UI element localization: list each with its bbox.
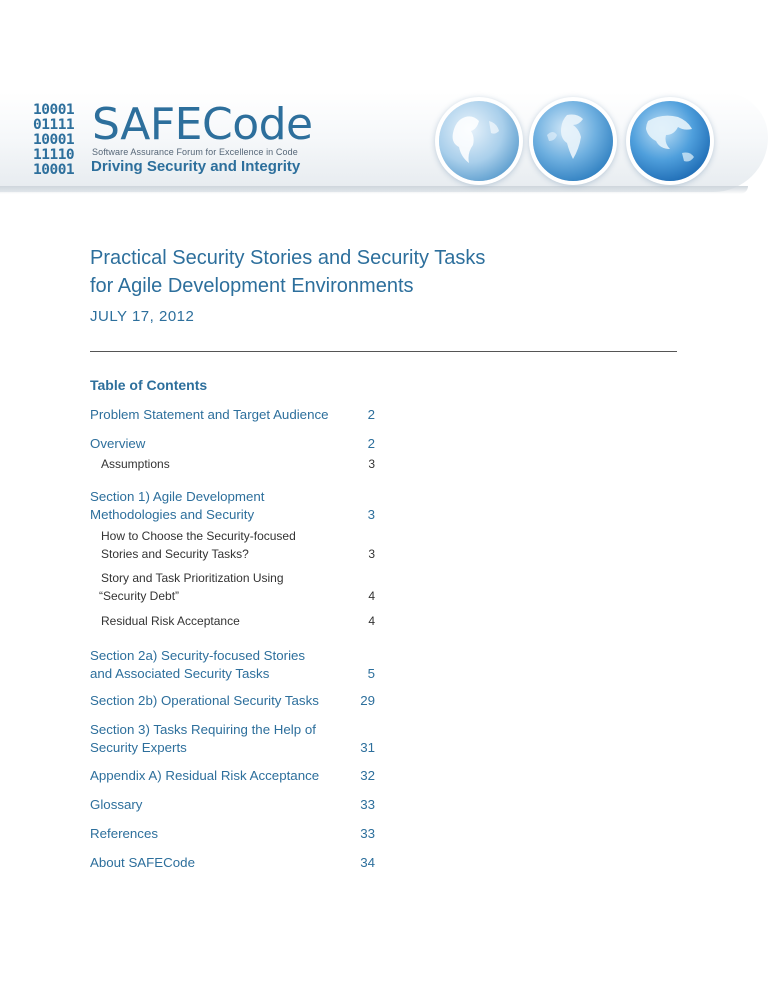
toc-entry-page: 4 bbox=[368, 589, 375, 603]
toc-entry-page: 4 bbox=[368, 614, 375, 628]
toc-entry-page: 31 bbox=[360, 740, 375, 755]
toc-entry[interactable] bbox=[90, 488, 375, 524]
toc-entry-page: 3 bbox=[368, 457, 375, 471]
logo-slogan: Driving Security and Integrity bbox=[91, 158, 301, 175]
toc-entry-page: 2 bbox=[367, 407, 375, 422]
toc-entry-label: Story and Task Prioritization Using bbox=[101, 571, 284, 585]
toc-entry-label: Appendix A) Residual Risk Acceptance bbox=[90, 768, 320, 783]
toc-entry[interactable] bbox=[90, 721, 375, 757]
toc-entry-label: Problem Statement and Target Audience bbox=[90, 407, 329, 422]
toc-entry-page: 3 bbox=[367, 507, 375, 522]
logo-name-code: Code bbox=[201, 99, 313, 150]
toc-subentry[interactable] bbox=[101, 569, 375, 605]
toc-entry-page: 32 bbox=[360, 768, 375, 783]
toc-entry-label: Section 2b) Operational Security Tasks bbox=[90, 693, 319, 708]
toc-entry-page: 34 bbox=[360, 855, 375, 870]
logo-tagline: Software Assurance Forum for Excellence in Code bbox=[92, 147, 298, 157]
toc-entry-label: Residual Risk Acceptance bbox=[101, 614, 240, 628]
binary-line: 10001 bbox=[33, 102, 75, 118]
document-title-line: for Agile Development Environments bbox=[90, 275, 414, 297]
logo-wordmark bbox=[92, 99, 313, 150]
toc-entry-page: 5 bbox=[367, 666, 375, 681]
toc-heading: Table of Contents bbox=[90, 377, 208, 393]
toc-entry-page: 29 bbox=[360, 693, 375, 708]
header-banner-shadow bbox=[0, 186, 748, 194]
toc-entry-label: Methodologies and Security bbox=[90, 507, 255, 522]
toc-entry-label: Section 1) Agile Development bbox=[90, 489, 265, 504]
document-title bbox=[90, 244, 690, 300]
toc-entry-label: Glossary bbox=[90, 797, 143, 812]
globe-icon-americas bbox=[439, 101, 519, 181]
logo-name-safe: SAFE bbox=[92, 99, 202, 150]
binary-line: 11110 bbox=[33, 147, 75, 163]
logo-binary-mark bbox=[33, 103, 89, 178]
toc-entry-label: Security Experts bbox=[90, 740, 187, 755]
toc-entry-label: “Security Debt” bbox=[99, 589, 180, 603]
binary-line: 10001 bbox=[33, 132, 75, 148]
toc-entry-page: 3 bbox=[368, 547, 375, 561]
toc-entry-page: 2 bbox=[367, 436, 375, 451]
toc-entry-page: 33 bbox=[360, 797, 375, 812]
toc-entry-page: 33 bbox=[360, 826, 375, 841]
toc-entry-label: Stories and Security Tasks? bbox=[101, 547, 249, 561]
toc-entry-label: Section 2a) Security-focused Stories bbox=[90, 648, 306, 663]
toc-subentry[interactable] bbox=[101, 527, 375, 563]
binary-line: 10001 bbox=[33, 162, 75, 178]
toc-entry-label: About SAFECode bbox=[90, 855, 195, 870]
document-title-line: Practical Security Stories and Security Tasks bbox=[90, 247, 486, 269]
toc-entry-label: Overview bbox=[90, 436, 146, 451]
toc-entry-label: and Associated Security Tasks bbox=[90, 666, 270, 681]
toc-entry-label: How to Choose the Security-focused bbox=[101, 529, 296, 543]
globe-icon-europe-africa bbox=[533, 101, 613, 181]
toc-entry-label: Assumptions bbox=[101, 457, 170, 471]
globe-icon-asia bbox=[630, 101, 710, 181]
toc-entry-label: Section 3) Tasks Requiring the Help of bbox=[90, 722, 316, 737]
toc-entry[interactable] bbox=[90, 647, 375, 683]
document-date: JULY 17, 2012 bbox=[90, 308, 195, 325]
divider bbox=[90, 351, 677, 352]
toc-entry-label: References bbox=[90, 826, 158, 841]
binary-line: 01111 bbox=[33, 117, 75, 133]
